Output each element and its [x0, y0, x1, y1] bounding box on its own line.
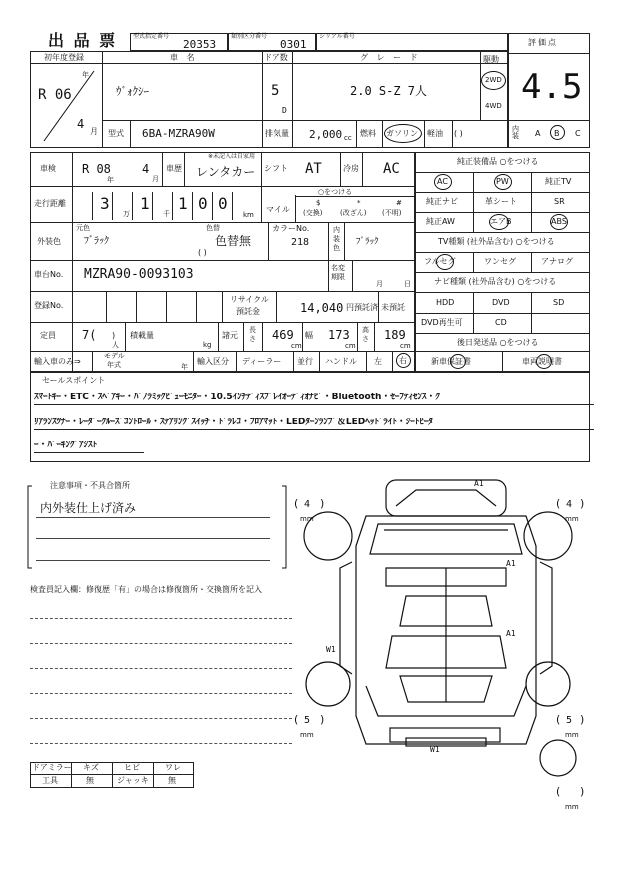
mark-hash-desc: (不明) [382, 209, 402, 217]
navi-cd: CD [495, 318, 507, 327]
tread-rear-left-unit: mm [300, 731, 314, 739]
navi-dvd-play: DVD再生可 [421, 318, 463, 327]
mileage-digit-4: 0 [198, 194, 208, 213]
color-no-label: カラーNo. [272, 224, 310, 233]
int-color-label: 内装色 [333, 226, 340, 252]
recycle-label-1: リサイクル [230, 295, 269, 304]
import-parallel: 並行 [297, 357, 313, 366]
mileage-sen: 千 [163, 210, 170, 218]
length-label: 長さ [249, 326, 256, 343]
model-year-label-1: モデル [104, 352, 125, 360]
outer-color-label: 外装色 [37, 237, 61, 246]
inspection-month-unit: 月 [152, 175, 159, 183]
tread-front-left-open: ( [294, 497, 299, 510]
notes-text: 内外装仕上げ済み [40, 501, 137, 515]
navi-hdd: HDD [436, 298, 455, 307]
displacement: 2,000 [309, 128, 343, 141]
import-dealer: ディーラー [242, 357, 282, 366]
equip-navi: 純正ナビ [426, 197, 458, 206]
doors-label: ドア数 [264, 53, 288, 62]
form-title: 出 品 票 [48, 31, 118, 50]
expiry-label: 名変期限 [331, 264, 345, 281]
mark-star-desc: (改ざん) [340, 209, 367, 217]
legend-break: ワレ [165, 763, 181, 772]
tread-front-right-unit: mm [565, 515, 579, 523]
car-damage-diagram [296, 476, 596, 816]
color-change: 色替無 [215, 234, 252, 248]
interior-b: B [554, 129, 560, 138]
load-unit: kg [203, 341, 212, 349]
door-count: 5 [271, 83, 280, 99]
tread-rear-right-open: ( [556, 713, 561, 726]
first-reg-era: R 06 [38, 87, 72, 103]
mark-star: * [357, 199, 361, 207]
model-code: 6BA-MZRA90W [142, 127, 215, 140]
mileage-km-unit: km [243, 211, 254, 219]
steering-label: ハンドル [325, 357, 357, 366]
legend-scratch: キズ [83, 763, 99, 772]
drive-label: 駆動 [483, 55, 499, 64]
model-spec-label: 型式指定番号 [133, 33, 170, 40]
serial-label: シリアル番号 [319, 33, 355, 40]
first-reg-month-unit: 月 [90, 127, 98, 136]
steering-left: 左 [374, 357, 382, 366]
tread-rear-left-close: ) [320, 713, 325, 726]
sales-points-line-3: ｰ・ﾊﾟｰｷﾝｸﾞｱｼｽﾄ [34, 441, 144, 453]
capacity-label: 定員 [40, 331, 56, 340]
capacity: 7( [82, 328, 97, 342]
capacity-close: ) [112, 331, 116, 340]
tread-spare-close: ) [580, 785, 585, 798]
registration-label: 登録No. [34, 301, 64, 310]
mileage-digit-2: 1 [140, 194, 150, 213]
equip-sr: SR [554, 197, 565, 206]
mark-dollar: $ [316, 199, 321, 207]
drive-2wd: 2WD [485, 76, 502, 84]
model-year-unit: 年 [181, 363, 188, 371]
displacement-label: 排気量 [265, 129, 289, 138]
inspector-label: 検査員記入欄：修復歴「有」の場合は修復箇所・交換箇所を記入 [30, 585, 262, 594]
shift-label: シフト [264, 164, 288, 173]
mileage-label: 走行距離 [34, 199, 66, 208]
tread-front-left-unit: mm [300, 515, 314, 523]
sales-points-line-2: ﾘｱﾗﾝｽﾂﾅｰ・ﾚｰﾀﾞｰｸﾙｰｽﾞｺﾝﾄﾛｰﾙ・ｽﾃｱﾘﾝｸﾞｽｲｯﾁ・ﾄﾞﾗﾚｺ・ﾌﾛｱﾏｯﾄ・LEDﾀｰﾝﾗﾝﾌﾟ＆LEDﾍｯﾄﾞﾗｲﾄ・ｼｰﾄﾋｰﾀ [34, 418, 594, 430]
damage-mark-rear: W1 [430, 745, 440, 754]
recycle-amount: 14,040 [300, 301, 344, 315]
int-color: ﾌﾞﾗｯｸ [356, 237, 379, 247]
class-number: 0301 [280, 38, 307, 51]
interior-c: C [575, 129, 581, 138]
equip-pw: PW [496, 177, 509, 186]
model-spec-number: 20353 [183, 38, 217, 51]
history-label: 車歴 [166, 164, 182, 173]
tread-rear-right: 5 [566, 715, 573, 726]
car-name-label: 車 名 [170, 53, 198, 62]
fuel-label: 燃料 [360, 129, 376, 138]
navi-dvd: DVD [492, 298, 510, 307]
inspection-year-unit: 年 [107, 176, 114, 184]
equip-abs: ABS [551, 217, 567, 226]
later-title: 後日発送品 ○をつける [457, 338, 539, 347]
grade-score: 4.5 [521, 67, 583, 107]
later-manual: 車両説明書 [522, 357, 562, 366]
mileage-digit-1: 3 [100, 194, 110, 213]
navi-sd: SD [553, 298, 565, 307]
tread-front-right-open: ( [556, 497, 561, 510]
tread-rear-right-close: ) [580, 713, 585, 726]
length-value: 469 [272, 328, 294, 342]
recycle-not-deposited: 未預託 [381, 303, 405, 312]
tread-spare-open: ( [556, 785, 561, 798]
fuel-type: ガソリン [386, 129, 418, 138]
recycle-label-2: 預託金 [236, 307, 260, 316]
class-label: 類別区分番号 [231, 33, 268, 40]
height-label: 高さ [362, 326, 369, 343]
displacement-unit: cc [344, 134, 352, 142]
color-change-paren: ( ) [198, 248, 207, 257]
damage-mark-roof: A1 [474, 479, 484, 488]
navi-title: ナビ種類 (社外品含む) ○をつける [434, 277, 557, 286]
tread-front-left: 4 [304, 499, 311, 510]
history-value: レンタカー [196, 165, 256, 179]
legend-jack: ジャッキ [117, 776, 149, 785]
legend-door-mirror: ドアミラー [32, 763, 72, 772]
mark-hash: # [396, 199, 402, 207]
mileage-man: 万 [123, 210, 130, 218]
equip-leather: 革シート [485, 197, 517, 206]
recycle-status: 円預託済 [346, 303, 378, 312]
orig-color: ﾌﾞﾗｯｸ [84, 236, 109, 247]
damage-mark-right-front: A1 [506, 559, 516, 568]
shift-value: AT [305, 161, 322, 177]
aircon-value: AC [383, 161, 400, 177]
chassis-number: MZRA90-0093103 [84, 267, 194, 282]
tv-fullseg: フルセグ [424, 257, 456, 266]
equip-ac: AC [437, 177, 448, 186]
car-name: ｳﾞｫｸｼｰ [116, 85, 149, 98]
dims-label: 諸元 [222, 331, 238, 340]
drive-4wd: 4WD [485, 102, 502, 110]
legend-jack-value: 無 [168, 776, 176, 785]
import-class-label: 輸入区分 [197, 357, 229, 366]
tv-analog: アナログ [541, 257, 573, 266]
width-label: 幅 [305, 331, 313, 340]
interior-a: A [535, 129, 541, 138]
aircon-label: 冷房 [343, 164, 359, 173]
height-unit: cm [400, 342, 411, 350]
mileage-mark-label: ○をつける [318, 188, 353, 196]
tv-oneseg: ワンセグ [484, 257, 516, 266]
orig-color-label: 元色 [76, 224, 90, 232]
inspection-era: R 08 [82, 162, 111, 176]
tv-title: TV種類 (社外品含む) ○をつける [438, 237, 555, 246]
legend-tool: 工具 [42, 776, 58, 785]
first-reg-month: 4 [77, 117, 85, 131]
height-value: 189 [384, 328, 406, 342]
capacity-unit: 人 [112, 341, 119, 349]
oil-label: 軽油 [427, 129, 443, 138]
score-label: 評価点 [528, 38, 558, 47]
tread-rear-left-open: ( [294, 713, 299, 726]
import-label: 輸入車のみ⇒ [34, 357, 81, 366]
inspection-month: 4 [142, 162, 150, 176]
equip-tv: 純正TV [545, 177, 572, 186]
sales-points-label: セールスポイント [42, 376, 106, 385]
model-year-label-2: 年式 [107, 361, 121, 369]
tread-rear-left: 5 [304, 715, 311, 726]
history-note: ※未記入は自家用 [208, 153, 256, 160]
equip-airbag: エアB [490, 217, 512, 226]
oil-paren: ( ) [454, 129, 463, 138]
expiry-day: 日 [404, 280, 411, 288]
length-unit: cm [291, 342, 302, 350]
notes-label: 注意事項・不具合箇所 [50, 481, 130, 490]
first-reg-label: 初年度登録 [44, 53, 84, 62]
door-type: D [282, 106, 287, 115]
chassis-label: 車台No. [34, 270, 64, 279]
mile-label: マイル [266, 205, 290, 214]
equip-title: 純正装備品 ○をつける [457, 157, 539, 166]
grade: 2.0 S-Z 7人 [350, 84, 428, 98]
damage-mark-right-rear: A1 [506, 629, 516, 638]
tread-spare-unit: mm [565, 803, 579, 811]
sales-points-line-1: ｽﾏｰﾄｷｰ・ETC・ｽﾍﾟｱｷｰ・ﾊﾟﾉﾗﾐｯｸﾋﾞｭｰﾓﾆﾀｰ・10.5ｲﾝﾁﾃﾞｨｽﾌﾟﾚｲｵｰﾃﾞｨｵﾅﾋﾞ・Bluetooth・ｾｰﾌﾃｨｾﾝｽ・ｸ [34, 393, 594, 405]
tread-front-left-close: ) [320, 497, 325, 510]
inspection-label: 車検 [40, 164, 56, 173]
grade-label: グ レ ー ド [360, 53, 421, 62]
load-label: 積載量 [130, 331, 154, 340]
mileage-digit-3: 1 [178, 194, 188, 213]
mark-dollar-desc: (交換) [303, 209, 323, 217]
legend-crack: ヒビ [124, 763, 140, 772]
equip-aw: 純正AW [426, 217, 455, 226]
mileage-digit-5: 0 [218, 194, 228, 213]
steering-right: 右 [399, 356, 407, 365]
interior-label: 内装 [512, 125, 519, 140]
tread-front-right: 4 [566, 499, 573, 510]
first-reg-year-unit: 年 [82, 71, 89, 79]
later-warranty: 新車保証書 [431, 357, 471, 366]
color-no: 218 [291, 237, 310, 248]
legend-tool-value: 無 [86, 776, 94, 785]
tread-front-right-close: ) [580, 497, 585, 510]
tread-rear-right-unit: mm [565, 731, 579, 739]
damage-mark-left-wheel: W1 [326, 645, 336, 654]
expiry-month: 月 [376, 280, 383, 288]
color-change-label: 色替 [206, 224, 220, 232]
type-label: 型式 [108, 129, 124, 138]
width-value: 173 [328, 328, 350, 342]
width-unit: cm [345, 342, 356, 350]
